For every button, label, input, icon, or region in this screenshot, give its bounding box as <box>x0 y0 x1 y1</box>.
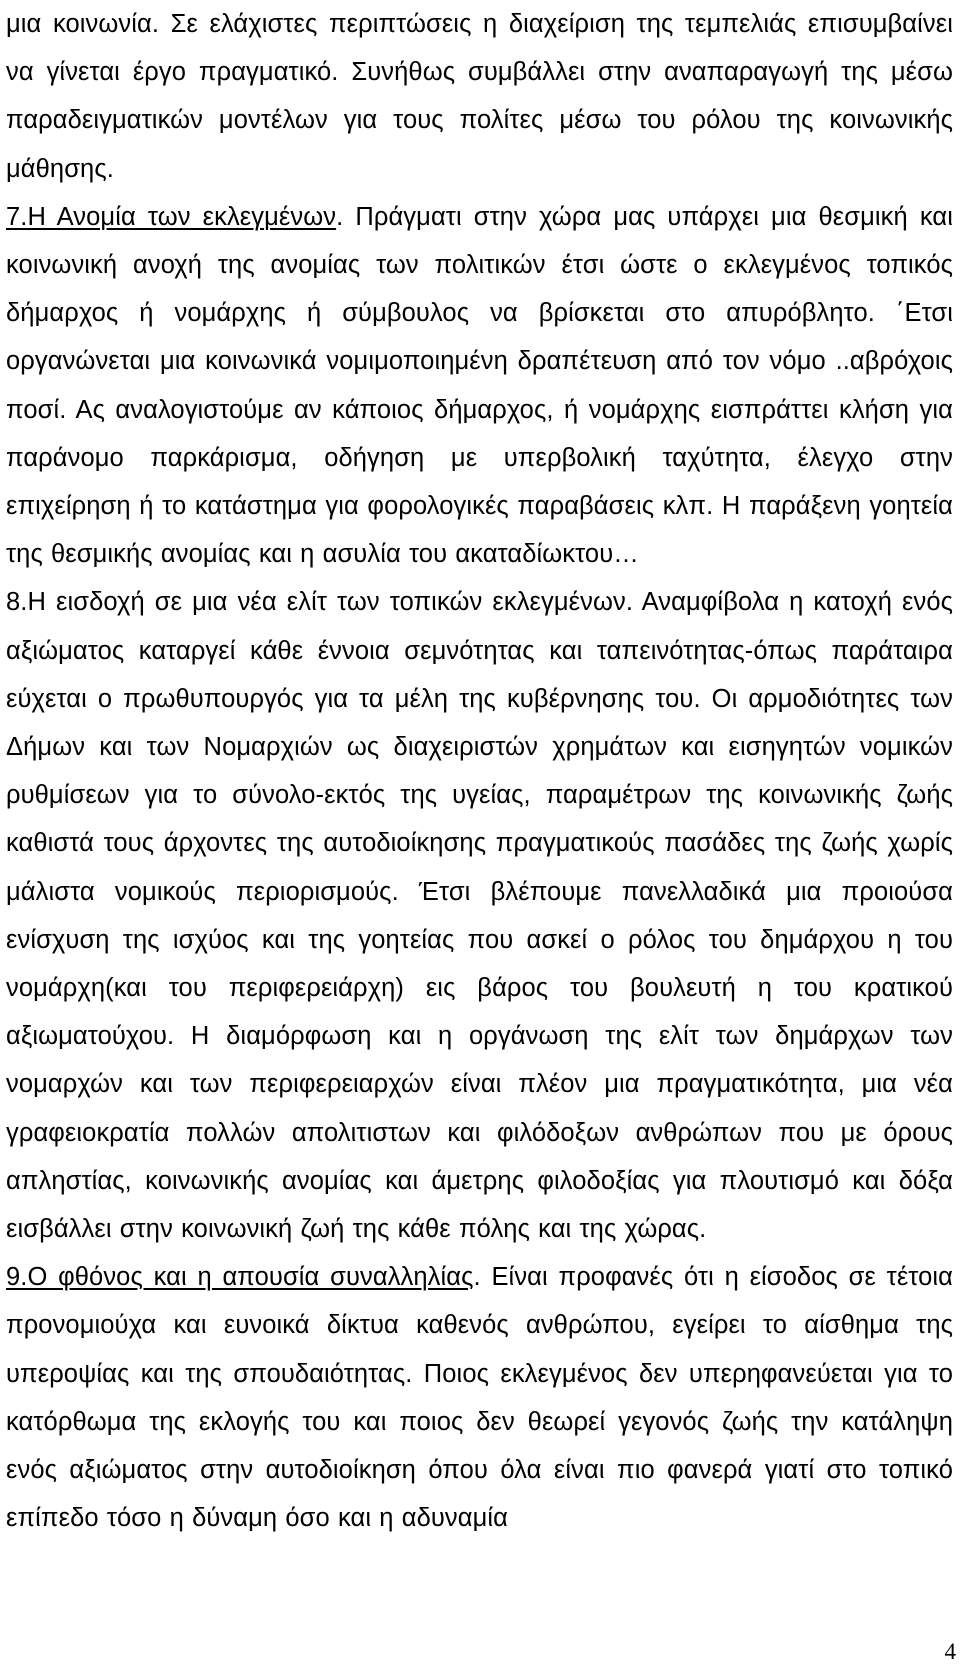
section-7-body: . Πράγματι στην χώρα μας υπάρχει μια θεσμική και κοινωνική ανοχή της ανομίας των πολιτικών έτσι ώστε ο εκλεγμένος τοπικός δήμαρχος ή νομάρχης ή σύμβουλος να βρίσκεται στο απυρόβλητο. ΄Ετσι οργανώνεται μια κοινωνικά νομιμοποιημένη δραπέτευση από τον νόμο ..αβρόχοις ποσί. Ας αναλογιστούμε αν κάποιος δήμαρχος, ή νομάρχης εισπράττει κλήση για παράνομο παρκάρισμα, οδήγηση με υπερβολική ταχύτητα, έλεγχο στην επιχείρηση ή το κατάστημα για φορολογικές παραβάσεις κλπ. Η παράξενη γοητεία της θεσμικής ανομίας και η ασυλία του ακαταδίωκτου… <box>6 202 954 569</box>
section-7-paragraph <box>6 193 953 579</box>
section-8-body: Αναμφίβολα η κατοχή ενός αξιώματος καταργεί κάθε έννοια σεμνότητας και ταπεινότητας-όπως παράταιρα εύχεται ο πρωθυπουργός για τα μέλη της κυβέρνησης του. Οι αρμοδιότητες των Δήμων και των Νομαρχιών ως διαχειριστών χρημάτων και εισηγητών νομικών ρυθμίσεων για το σύνολο-εκτός της υγείας, παραμέτρων της κοινωνικής ζωής καθιστά τους άρχοντες της αυτοδιοίκησης πραγματικούς πασάδες της ζωής χωρίς μάλιστα νομικούς περιορισμούς. Έτσι βλέπουμε πανελλαδικά μια προιούσα ενίσχυση της ισχύος και της γοητείας που ασκεί ο ρόλος του δημάρχου η του νομάρχη(και του περιφερειάρχη) εις βάρος του βουλευτή η του κρατικού αξιωματούχου. Η διαμόρφωση και η οργάνωση της ελίτ των δημάρχων των νομαρχών και των περιφερειαρχών είναι πλέον μια πραγματικότητα, μια νέα γραφειοκρατία πολλών απολιτιστων και φιλόδοξων ανθρώπων που με όρους απληστίας, κοινωνικής ανομίας και άμετρης φιλοδοξίας για πλουτισμό και δόξα εισβάλλει στην κοινωνική ζωή της κάθε πόλης και της χώρας. <box>6 588 953 1244</box>
section-8-paragraph <box>6 578 953 1253</box>
section-7-heading: 7.Η Ανομία των εκλεγμένων <box>6 202 337 231</box>
intro-paragraph: μια κοινωνία. Σε ελάχιστες περιπτώσεις η διαχείριση της τεμπελιάς επισυμβαίνει να γίνεται έργο πραγματικό. Συνήθως συμβάλλει στην αναπαραγωγή της μέσω παραδειγματικών μοντέλων για τους πολίτες μέσω του ρόλου της κοινωνικής μάθησης. <box>6 10 953 183</box>
section-8-heading: 8.Η εισδοχή σε μια νέα ελίτ των τοπικών εκλεγμένων. <box>6 588 634 617</box>
body-text <box>6 0 953 1543</box>
section-9-heading: 9.Ο φθόνος και η απουσία συναλληλίας <box>6 1263 474 1292</box>
section-9-paragraph <box>6 1253 953 1542</box>
section-9-body: . Είναι προφανές ότι η είσοδος σε τέτοια προνομιούχα και ευνοικά δίκτυα καθενός ανθρώπου, εγείρει το αίσθημα της υπεροψίας και της σπουδαιότητας. Ποιος εκλεγμένος δεν υπερηφανεύεται για το κατόρθωμα της εκλογής του και ποιος δεν θεωρεί γεγονός ζωής την κατάληψη ενός αξιώματος στην αυτοδιοίκηση όπου όλα είναι πιο φανερά γιατί στο τοπικό επίπεδο τόσο η δύναμη όσο και η αδυναμία <box>6 1263 953 1533</box>
page-number: 4 <box>944 1639 956 1664</box>
